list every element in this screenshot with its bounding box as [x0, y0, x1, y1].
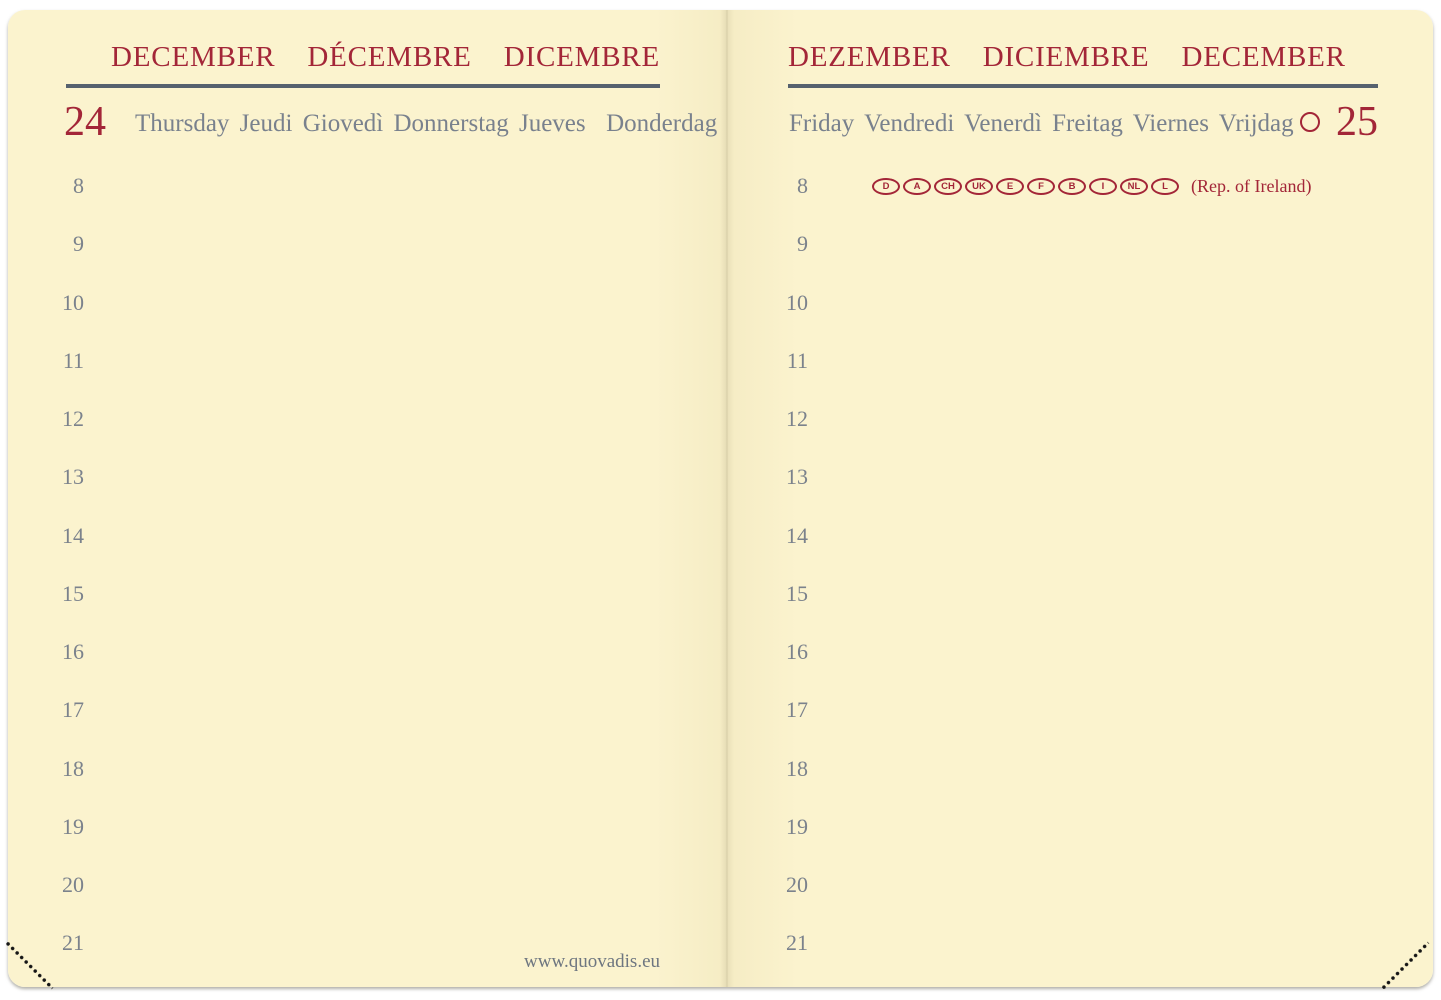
day-names-left: Thursday Jeudi Giovedì Donnerstag Jueves Donderdag: [135, 110, 718, 137]
time-slot: [772, 815, 808, 873]
time-slot: [48, 640, 84, 698]
time-slot: [772, 524, 808, 582]
hour-label: 21: [62, 930, 84, 956]
month-title-left: DECEMBER DÉCEMBRE DICEMBRE: [111, 41, 660, 73]
hour-label: 10: [62, 289, 84, 315]
time-slot: [772, 174, 808, 232]
hour-label: 18: [786, 755, 808, 781]
country-badge: I: [1089, 178, 1117, 195]
time-column-right: [772, 174, 808, 990]
planner-book: [8, 10, 1433, 987]
time-slot: [48, 582, 84, 640]
time-slot: [772, 291, 808, 349]
date-number-left: 24: [64, 99, 106, 145]
country-badge: E: [996, 178, 1024, 195]
time-slot: [772, 757, 808, 815]
time-slot: [772, 931, 808, 989]
hour-label: 20: [786, 872, 808, 897]
hour-label: 17: [786, 697, 808, 723]
hour-label: 19: [62, 813, 84, 839]
time-slot: [772, 873, 808, 931]
hour-label: 16: [786, 639, 808, 664]
holiday-row: [872, 176, 1311, 197]
time-slot: [48, 757, 84, 815]
time-slot: [48, 232, 84, 290]
time-slot: [772, 640, 808, 698]
hour-label: 9: [73, 231, 84, 257]
time-slot: [772, 698, 808, 756]
hour-label: 19: [786, 813, 808, 839]
time-slot: [48, 873, 84, 931]
hour-label: 8: [797, 173, 808, 198]
page-left-dec-24: [8, 10, 727, 987]
country-badge: F: [1027, 178, 1055, 195]
hour-label: 10: [786, 289, 808, 315]
hour-label: 11: [786, 347, 808, 373]
quovadis-url: www.quovadis.eu: [524, 951, 660, 972]
time-slot: [772, 407, 808, 465]
time-slot: [48, 524, 84, 582]
header-rule-left: [66, 84, 660, 88]
time-slot: [48, 465, 84, 523]
hour-label: 14: [62, 522, 84, 548]
header-rule-right: [788, 84, 1378, 88]
time-slot: [772, 465, 808, 523]
hour-label: 16: [62, 639, 84, 664]
date-number-right: 25: [1336, 99, 1378, 145]
time-slot: [772, 232, 808, 290]
hour-label: 14: [786, 522, 808, 548]
time-slot: [772, 582, 808, 640]
time-column-left: [48, 174, 84, 990]
time-slot: [48, 349, 84, 407]
hour-label: 8: [73, 173, 84, 198]
country-badge: B: [1058, 178, 1086, 195]
hour-label: 13: [786, 464, 808, 490]
hour-label: 9: [797, 231, 808, 257]
time-slot: [48, 698, 84, 756]
time-slot: [48, 931, 84, 989]
time-slot: [772, 349, 808, 407]
hour-label: 21: [786, 930, 808, 956]
hour-label: 13: [62, 464, 84, 490]
hour-label: 20: [62, 872, 84, 897]
country-badge: D: [872, 178, 900, 195]
time-slot: [48, 174, 84, 232]
hour-label: 15: [62, 580, 84, 606]
time-slot: [48, 407, 84, 465]
country-badge: UK: [965, 178, 993, 195]
day-names-right: Friday Vendredi Venerdì Freitag Viernes Vrijdag: [789, 110, 1294, 137]
hour-label: 12: [786, 406, 808, 431]
country-badge: NL: [1120, 178, 1148, 195]
hour-label: 17: [62, 697, 84, 723]
hour-label: 11: [62, 347, 84, 373]
full-moon-icon: [1300, 112, 1320, 132]
month-title-right: DEZEMBER DICIEMBRE DECEMBER: [788, 41, 1346, 73]
page-right-dec-25: [727, 10, 1433, 987]
time-slot: [48, 291, 84, 349]
hour-label: 18: [62, 755, 84, 781]
holiday-note: (Rep. of Ireland): [1191, 176, 1312, 196]
country-badge: L: [1151, 178, 1179, 195]
hour-label: 12: [62, 406, 84, 431]
hour-label: 15: [786, 580, 808, 606]
time-slot: [48, 815, 84, 873]
country-badge: CH: [934, 178, 962, 195]
country-badge: A: [903, 178, 931, 195]
country-badges: [872, 178, 1182, 195]
